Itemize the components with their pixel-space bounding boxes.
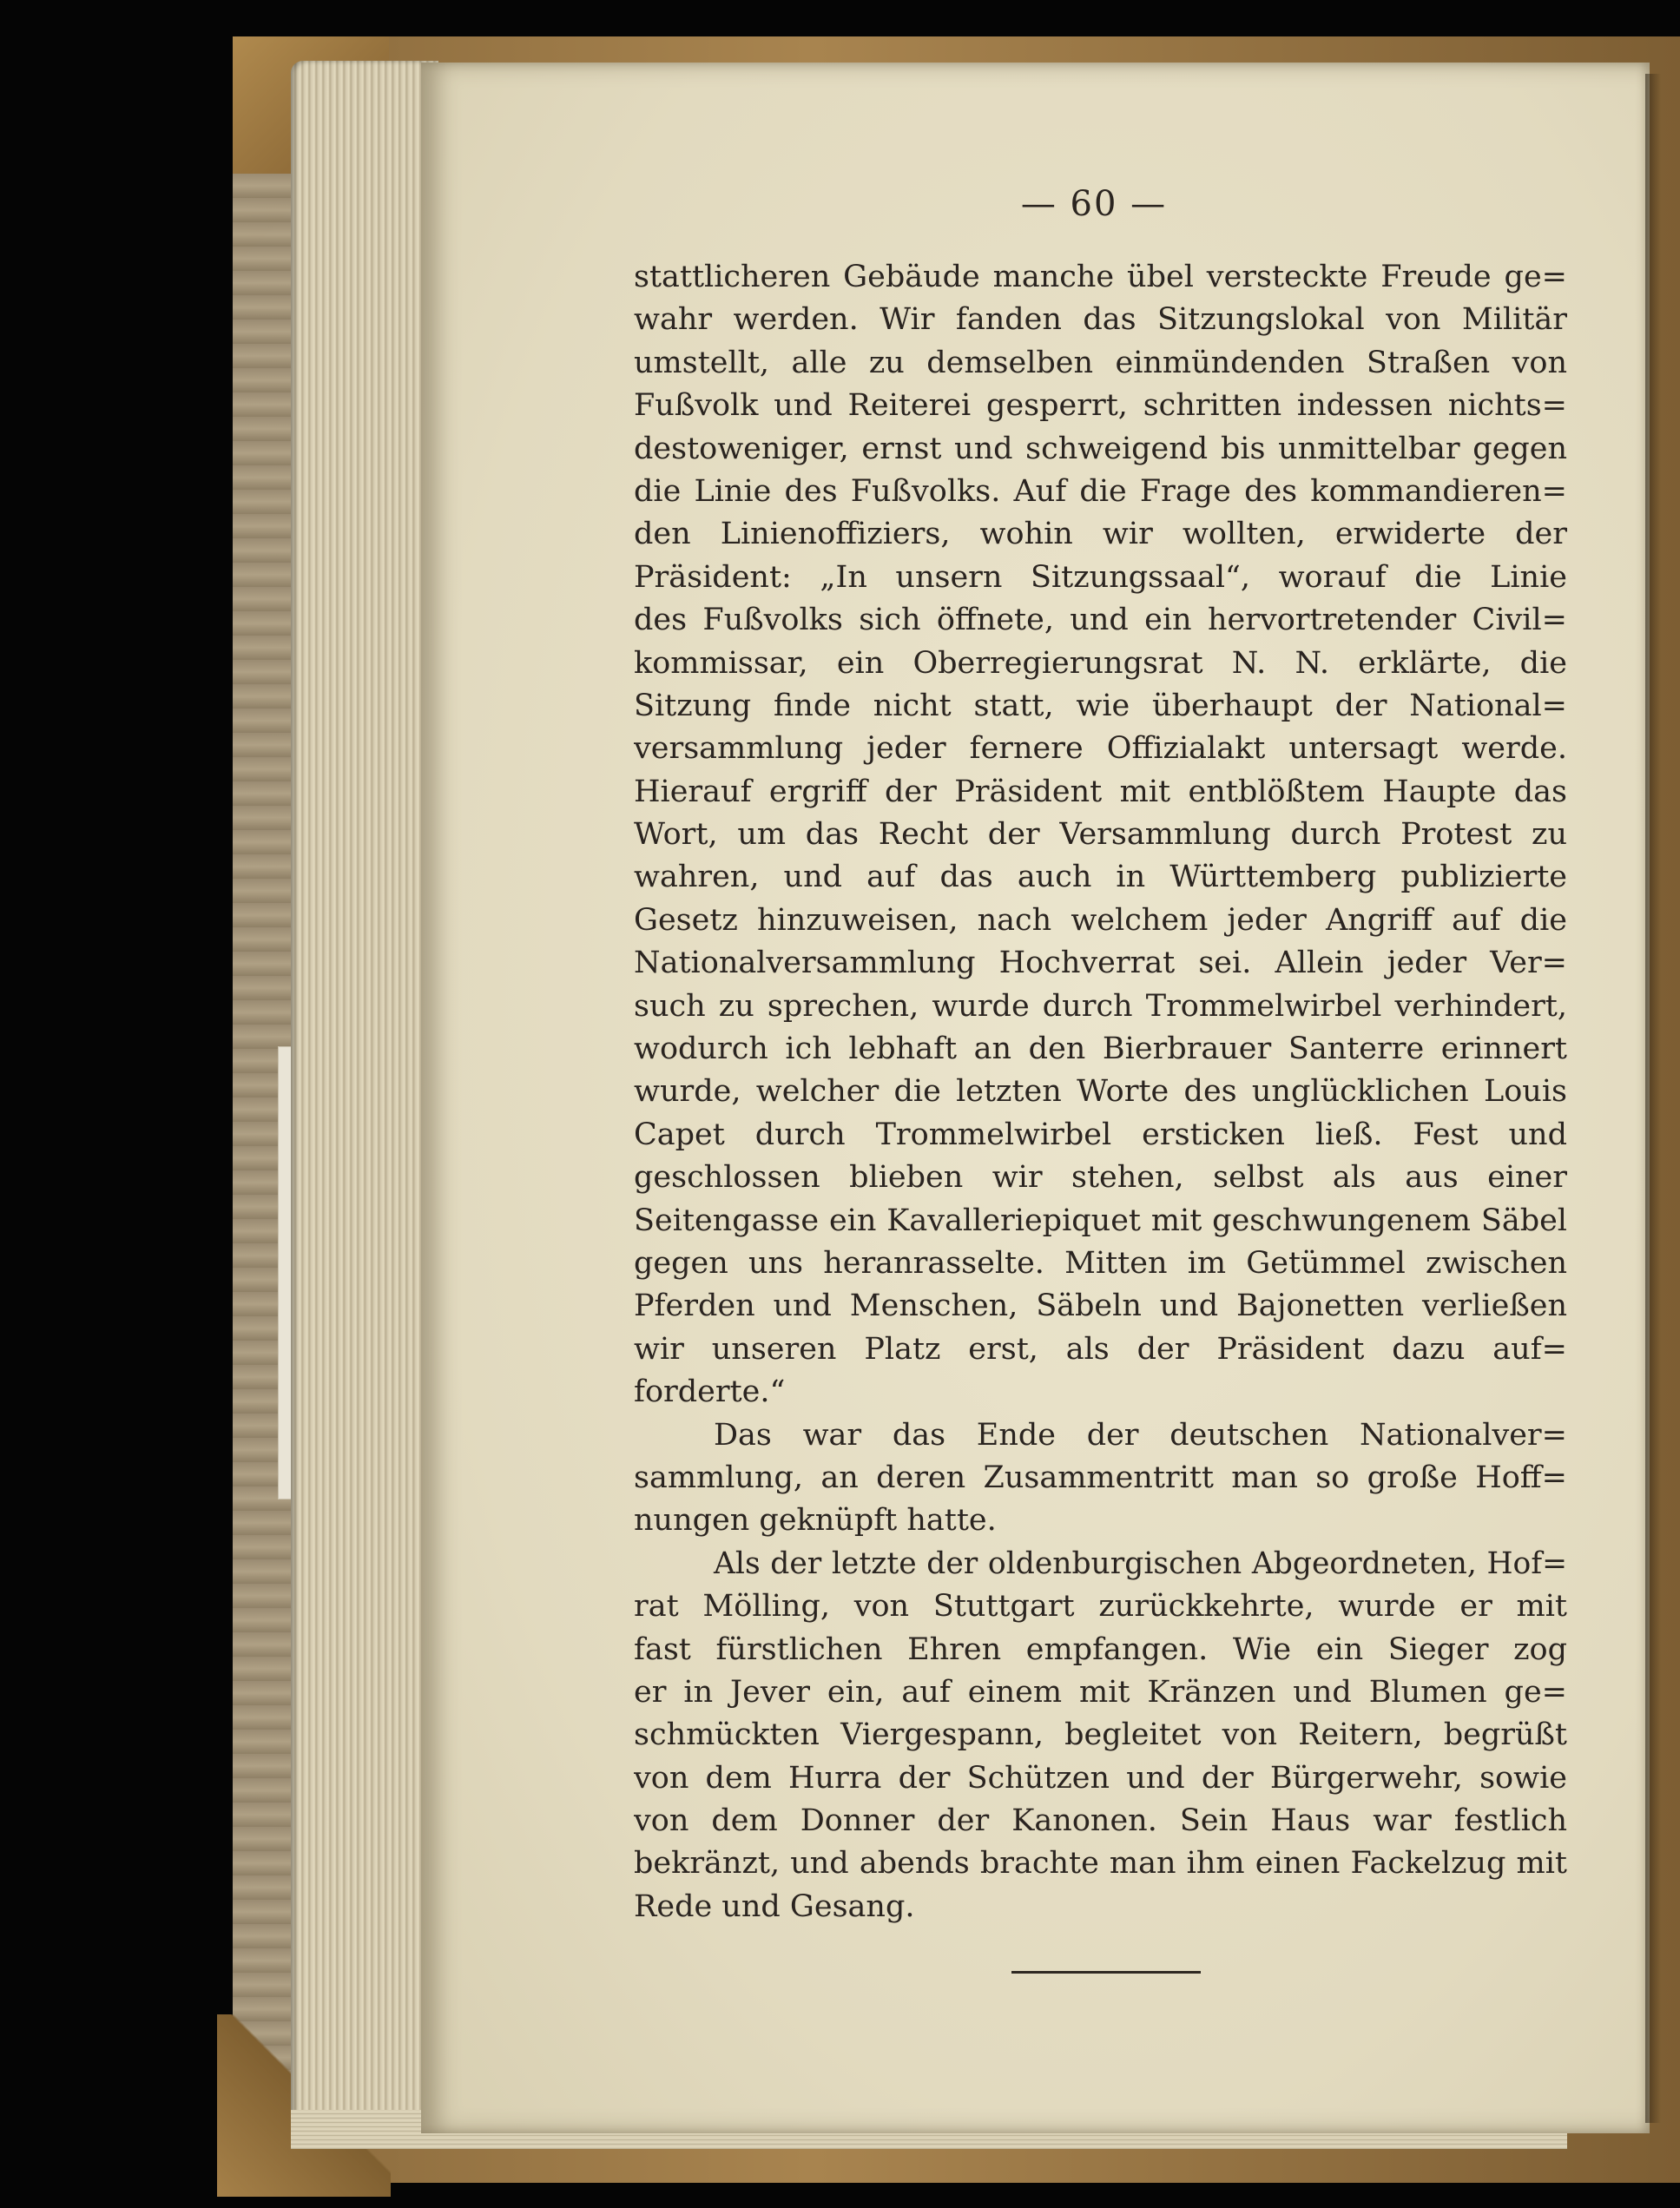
text-line: wodurch ich lebhaft an den Bierbrauer Santerre erinnert [634,1031,1567,1067]
text-line: Wort, um das Recht der Versammlung durch Protest zu [634,817,1567,853]
text-line: forderte.“ [634,1374,786,1410]
text-line: von dem Hurra der Schützen und der Bürgerwehr, sowie [634,1760,1567,1796]
text-line: rat Mölling, von Stuttgart zurückkehrte, wurde er mit [634,1589,1567,1625]
text-line: Seitengasse ein Kavalleriepiquet mit geschwungenem Säbel [634,1203,1567,1238]
text-line: den Linienoffiziers, wohin wir wollten, erwiderte der [634,517,1567,552]
text-line: stattlicheren Gebäude manche übel versteckte Freude ge= [634,260,1567,294]
text-line: Pferden und Menschen, Säbeln und Bajonetten verließen [634,1289,1567,1324]
text-line: die Linie des Fußvolks. Auf die Frage des kommandieren= [634,473,1567,509]
text-line: kommissar, ein Oberregierungsrat N. N. erklärte, die [634,645,1567,681]
section-end-rule [1011,1971,1201,1974]
text-line: geschlossen blieben wir stehen, selbst als aus einer [634,1160,1567,1196]
text-line: wahr werden. Wir fanden das Sitzungslokal von Militär [634,302,1567,338]
text-line: fast fürstlichen Ehren empfangen. Wie ein Sieger zog [634,1631,1567,1667]
text-line: wahren, und auf das auch in Württemberg publizierte [634,860,1567,895]
text-line: versammlung jeder fernere Offizialakt untersagt werde. [634,731,1567,767]
text-line: Capet durch Trommelwirbel ersticken ließ. Fest und [634,1117,1567,1152]
text-line: nungen geknüpft hatte. [634,1503,997,1539]
page-edges [291,61,438,2136]
text-line: Das war das Ende der deutschen Nationalver= [714,1417,1567,1453]
text-line: wurde, welcher die letzten Worte des unglücklichen Louis [634,1074,1567,1110]
text-line: von dem Donner der Kanonen. Sein Haus war festlich [634,1803,1567,1839]
text-line: er in Jever ein, auf einem mit Kränzen und Blumen ge= [634,1674,1567,1710]
text-line: sammlung, an deren Zusammentritt man so große Hoff= [634,1460,1567,1495]
page-number: — 60 — [1020,184,1168,224]
text-line: Fußvolk und Reiterei gesperrt, schritten indessen nichts= [634,388,1567,424]
body-text [634,256,1567,1928]
text-line: Nationalversammlung Hochverrat sei. Allein jeder Ver= [634,946,1567,981]
text-line: wir unseren Platz erst, als der Präsident dazu auf= [634,1331,1567,1367]
text-line: Als der letzte der oldenburgischen Abgeordneten, Hof= [714,1546,1567,1581]
page-gutter-shadow [1645,74,1661,2123]
text-line: Rede und Gesang. [634,1888,915,1924]
text-line: Hierauf ergriff der Präsident mit entblößtem Haupte das [634,774,1567,809]
text-line: bekränzt, und abends brachte man ihm einen Fackelzug mit [634,1846,1567,1882]
text-line: schmückten Viergespann, begleitet von Reitern, begrüßt [634,1717,1567,1753]
text-line: Sitzung finde nicht statt, wie überhaupt der National= [634,688,1567,723]
text-line: des Fußvolks sich öffnete, und ein hervortretender Civil= [634,603,1567,638]
text-line: destoweniger, ernst und schweigend bis unmittelbar gegen [634,431,1567,466]
text-line: Präsident: „In unsern Sitzungssaal“, worauf die Linie [634,559,1567,595]
text-line: gegen uns heranrasselte. Mitten im Getümmel zwischen [634,1245,1567,1281]
text-line: Gesetz hinzuweisen, nach welchem jeder Angriff auf die [634,902,1567,938]
text-line: umstellt, alle zu demselben einmündenden Straßen von [634,345,1567,380]
text-line: such zu sprechen, wurde durch Trommelwirbel verhindert, [634,988,1567,1024]
